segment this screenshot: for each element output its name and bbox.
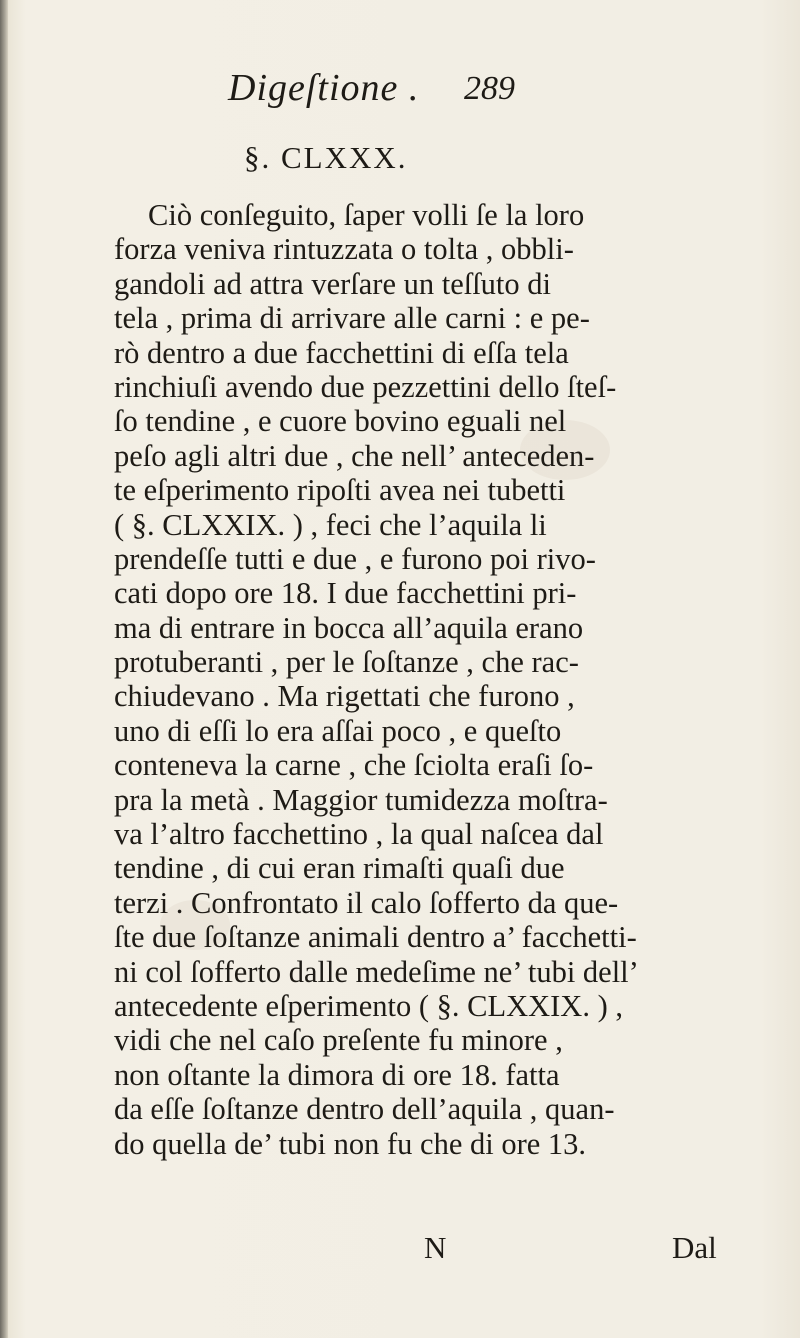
- running-title: Digeſtione .: [228, 67, 420, 109]
- text-line: chiudevano . Ma rigettati che furono ,: [114, 679, 575, 714]
- text-line: te eſperimento ripoſti avea nei tubetti: [114, 473, 566, 508]
- text-line: terzi . Confrontato il calo ſofferto da que-: [114, 885, 619, 920]
- text-line: cati dopo ore 18. I due facchettini pri-: [114, 576, 577, 611]
- page-binding-edge: [0, 0, 8, 1338]
- text-line: rinchiuſi avendo due pezzettini dello ſteſ-: [114, 369, 617, 404]
- text-line: forza veniva rintuzzata o tolta , obbli-: [114, 232, 574, 267]
- text-line: do quella de’ tubi non fu che di ore 13.: [114, 1126, 587, 1161]
- text-line: non oſtante la dimora di ore 18. fatta: [114, 1057, 560, 1092]
- text-line: uno di eſſi lo era aſſai poco , e queſto: [114, 713, 562, 748]
- text-line: tendine , di cui eran rimaſti quaſi due: [114, 851, 565, 886]
- text-line: protuberanti , per le ſoſtanze , che rac-: [114, 645, 579, 680]
- text-line: ſte due ſoſtanze animali dentro a’ facchetti-: [114, 920, 637, 955]
- body-text: [114, 198, 794, 1161]
- running-head: [228, 66, 648, 116]
- text-line: ſo tendine , e cuore bovino eguali nel: [114, 404, 567, 439]
- text-line: ( §. CLXXIX. ) , feci che l’aquila li: [114, 507, 547, 542]
- text-line: gandoli ad attra verſare un teſſuto di: [114, 266, 552, 301]
- text-line: va l’altro facchettino , la qual naſcea dal: [114, 817, 604, 852]
- section-heading: §. CLXXX.: [244, 140, 408, 175]
- text-line: peſo agli altri due , che nell’ anteceden-: [114, 438, 595, 473]
- text-line: antecedente eſperimento ( §. CLXXIX. ) ,: [114, 988, 623, 1023]
- text-line: rò dentro a due facchettini di eſſa tela: [114, 335, 569, 370]
- text-line: Ciò conſeguito, ſaper volli ſe la loro: [148, 198, 585, 232]
- text-line: conteneva la carne , che ſciolta eraſi ſo-: [114, 748, 594, 783]
- text-line: pra la metà . Maggior tumidezza moſtra-: [114, 782, 608, 817]
- text-line: prendeſſe tutti e due , e furono poi rivo-: [114, 541, 596, 576]
- text-line: da eſſe ſoſtanze dentro dell’aquila , quan-: [114, 1092, 615, 1127]
- page-number: 289: [464, 70, 515, 107]
- text-line: ni col ſofferto dalle medeſime ne’ tubi dell’: [114, 954, 639, 989]
- signature-mark: N: [424, 1230, 447, 1265]
- text-line: tela , prima di arrivare alle carni : e pe-: [114, 301, 590, 336]
- text-line: vidi che nel caſo preſente fu minore ,: [114, 1023, 563, 1058]
- catchword: Dal: [672, 1230, 717, 1265]
- text-line: ma di entrare in bocca all’aquila erano: [114, 610, 584, 645]
